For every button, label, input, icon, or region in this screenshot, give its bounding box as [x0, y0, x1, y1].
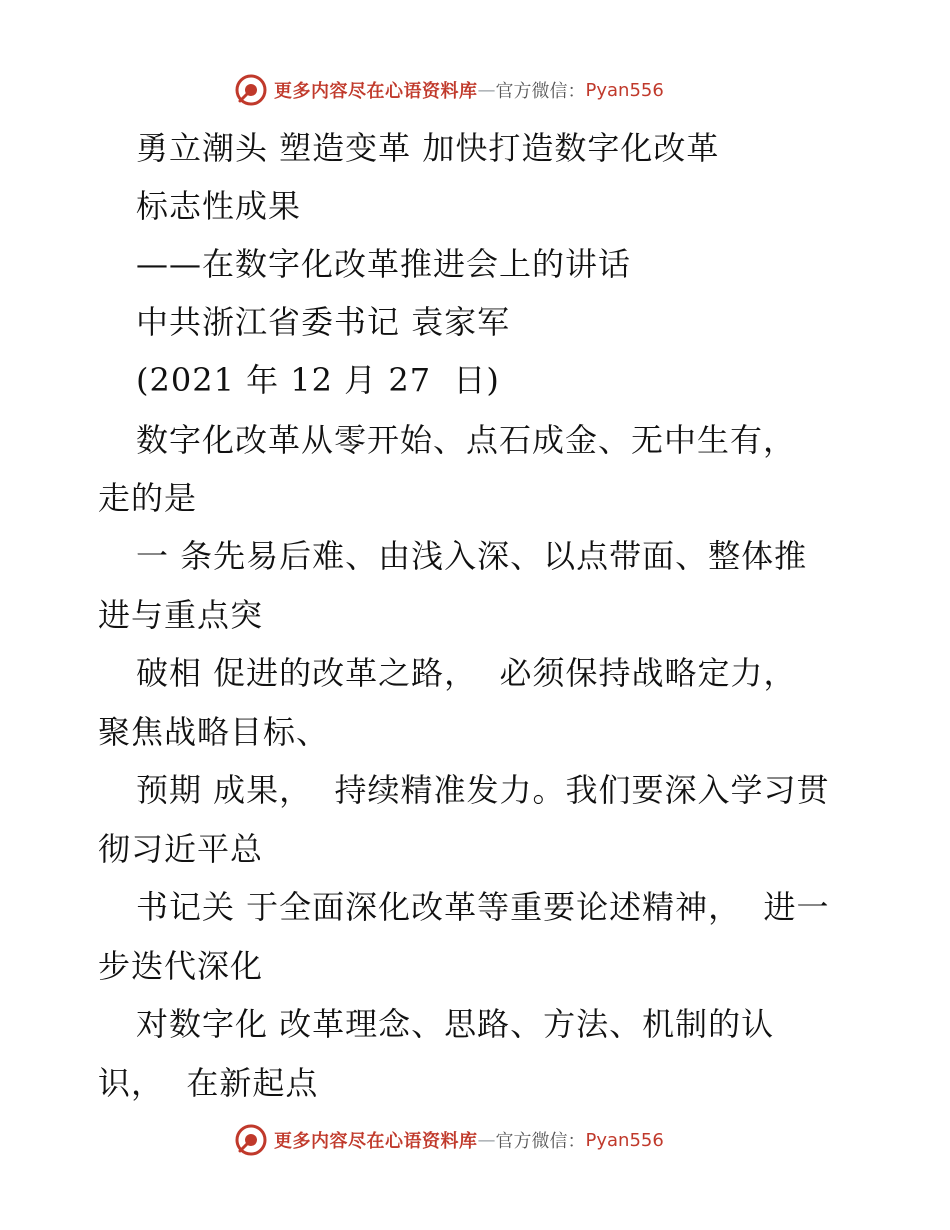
paragraph-line: 彻习近平总: [98, 830, 264, 868]
watermark-brand: 更多内容尽在心语资料库: [274, 1131, 478, 1152]
date-line: (2021 年 12 月 27 日): [136, 361, 500, 399]
paragraph-line: 破相 促进的改革之路， 必须保持战略定力，: [136, 654, 797, 692]
watermark-header: [234, 72, 664, 108]
subtitle-line: ——在数字化改革推进会上的讲话: [136, 245, 632, 283]
paragraph-line: 聚焦战略目标、: [98, 713, 330, 751]
watermark-id: Pyan556: [585, 1129, 664, 1151]
title-line-2: 标志性成果: [136, 187, 302, 225]
logo-icon: [234, 73, 268, 107]
paragraph-line: 数字化改革从零开始、点石成金、无中生有，: [136, 421, 797, 459]
paragraph-line: 步迭代深化: [98, 947, 264, 985]
watermark-dash: —: [477, 1129, 496, 1151]
watermark-id: Pyan556: [585, 79, 664, 101]
paragraph-line: 走的是: [98, 479, 198, 517]
paragraph-line: 一 条先易后难、由浅入深、以点带面、整体推: [136, 537, 808, 575]
title-line-1: 勇立潮头 塑造变革 加快打造数字化改革: [136, 129, 720, 167]
watermark-label: 官方微信：: [495, 81, 586, 102]
author-line: 中共浙江省委书记 袁家军: [136, 303, 511, 341]
paragraph-line: 识， 在新起点: [98, 1064, 319, 1102]
watermark-brand: 更多内容尽在心语资料库: [274, 81, 478, 102]
paragraph-line: 书记关 于全面深化改革等重要论述精神， 进一: [136, 888, 830, 926]
paragraph-line: 对数字化 改革理念、思路、方法、机制的认: [136, 1005, 775, 1043]
watermark-footer: [234, 1122, 664, 1158]
paragraph-line: 预期 成果， 持续精准发力。我们要深入学习贯: [136, 771, 830, 809]
watermark-label: 官方微信：: [495, 1131, 586, 1152]
logo-icon: [234, 1123, 268, 1157]
watermark-dash: —: [477, 79, 496, 101]
paragraph-line: 进与重点突: [98, 596, 264, 634]
